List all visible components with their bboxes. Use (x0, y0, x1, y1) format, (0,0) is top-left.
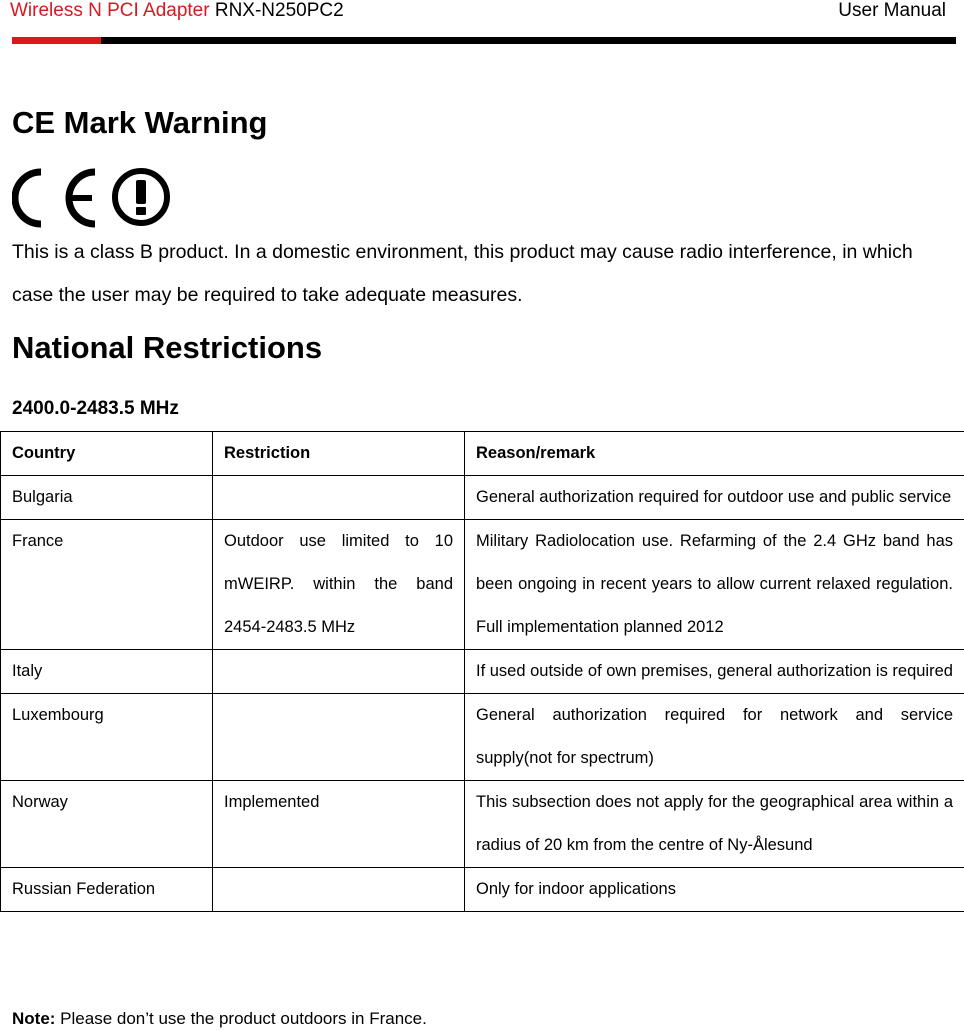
reason-cell: Only for indoor applications (465, 868, 964, 912)
restriction-cell (213, 694, 465, 781)
country-cell: Norway (1, 781, 213, 868)
national-restrictions-heading: National Restrictions (12, 330, 323, 365)
header-title (10, 0, 344, 22)
country-cell: Russian Federation (1, 868, 213, 912)
country-cell: Luxembourg (1, 694, 213, 781)
frequency-band-label: 2400.0-2483.5 MHz (12, 398, 179, 419)
table-row (1, 781, 964, 868)
header-rule (101, 37, 956, 44)
col-header-country: Country (1, 432, 213, 476)
footnote (12, 1008, 427, 1030)
restriction-cell (213, 868, 465, 912)
ce-mark-logos (12, 168, 172, 228)
table-row (1, 694, 964, 781)
reason-cell: Military Radiolocation use. Refarming of the 2.4 GHz band has been ongoing in recent years to allow current relaxed regulation. Full implementation planned 2012 (465, 520, 964, 650)
note-text: Please don’t use the product outdoors in France. (55, 1009, 427, 1028)
reason-cell: If used outside of own premises, general authorization is required (465, 650, 964, 694)
restriction-cell: Outdoor use limited to 10 mWEIRP. within the band 2454-2483.5 MHz (213, 520, 465, 650)
table-row (1, 476, 964, 520)
note-label: Note: (12, 1009, 56, 1028)
table-row (1, 520, 964, 650)
restriction-cell (213, 476, 465, 520)
restrictions-table (0, 431, 964, 912)
exclamation-circle-icon (115, 171, 167, 223)
country-cell: France (1, 520, 213, 650)
ce-mark-icon (12, 168, 172, 228)
col-header-restriction: Restriction (213, 432, 465, 476)
table-header-row (1, 432, 964, 476)
ce-mark-heading: CE Mark Warning (12, 105, 268, 140)
table-row (1, 868, 964, 912)
reason-cell: This subsection does not apply for the geographical area within a radius of 20 km from the centre of Ny-Ålesund (465, 781, 964, 868)
ce-warning-text: This is a class B product. In a domestic environment, this product may cause radio interference, in which case the user may be required to take adequate measures. (12, 241, 913, 306)
country-cell: Italy (1, 650, 213, 694)
table-row (1, 650, 964, 694)
country-cell: Bulgaria (1, 476, 213, 520)
header-rule-accent (12, 37, 101, 44)
col-header-reason: Reason/remark (465, 432, 964, 476)
product-name: Wireless N PCI Adapter (10, 0, 210, 21)
doc-type: User Manual (838, 0, 946, 21)
restriction-cell (213, 650, 465, 694)
reason-cell: General authorization required for outdoor use and public service (465, 476, 964, 520)
reason-cell: General authorization required for network and service supply(not for spectrum) (465, 694, 964, 781)
model-number: RNX-N250PC2 (214, 0, 344, 21)
restriction-cell: Implemented (213, 781, 465, 868)
